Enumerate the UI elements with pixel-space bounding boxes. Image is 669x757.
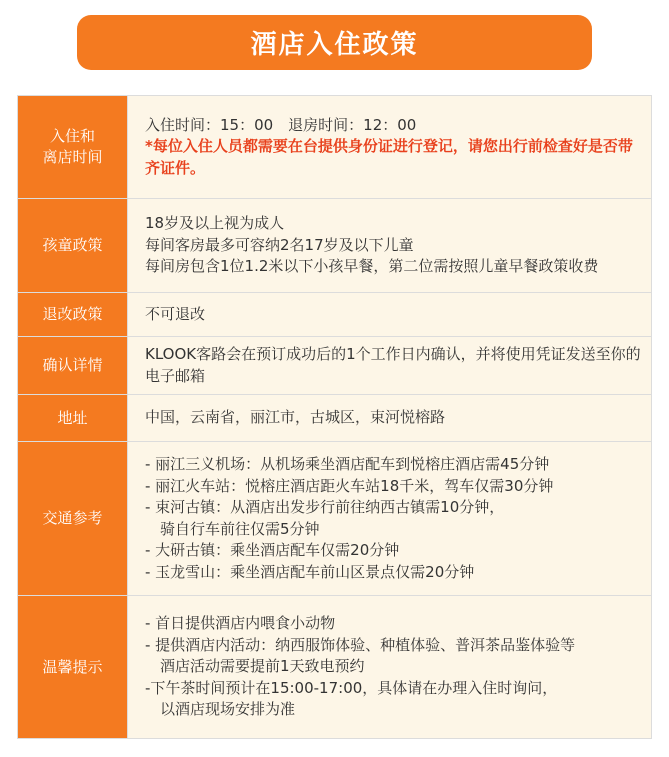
table-row	[18, 442, 652, 596]
list-item: - 丽江三义机场：从机场乘坐酒店配车到悦榕庄酒店需45分钟	[145, 455, 550, 473]
row-content-address	[128, 395, 652, 442]
checkin-times: 入住时间：15：00 退房时间：12：00	[145, 115, 417, 134]
list-item: -下午茶时间预计在15:00-17:00，具体请在办理入住时询问，	[145, 678, 558, 697]
row-label-children: 孩童政策	[18, 199, 128, 293]
list-item: - 大研古镇：乘坐酒店配车仅需20分钟	[145, 541, 400, 559]
list-item: - 丽江火车站：悦榕庄酒店距火车站18千米，驾车仅需30分钟	[145, 476, 554, 495]
row-label-confirm: 确认详情	[18, 337, 128, 395]
checkin-notice: *每位入住人员都需要在台提供身份证进行登记，请您出行前检查好是否带齐证件。	[145, 137, 633, 177]
row-content-confirm	[128, 337, 652, 395]
table-row	[18, 199, 652, 293]
row-content-children	[128, 199, 652, 293]
page-title: 酒店入住政策	[250, 30, 419, 60]
list-item: 以酒店现场安排为准	[145, 700, 296, 719]
refund-text: 不可退改	[145, 304, 206, 323]
list-item: - 提供酒店内活动：纳西服饰体验、种植体验、普洱茶品鉴体验等	[145, 635, 576, 654]
table-row	[18, 596, 652, 739]
table-row	[18, 337, 652, 395]
title-banner	[77, 15, 592, 70]
row-content-transport	[128, 442, 652, 596]
table-row	[18, 395, 652, 442]
list-item: - 束河古镇：从酒店出发步行前往纳西古镇需10分钟，	[145, 498, 505, 516]
row-label-transport: 交通参考	[18, 442, 128, 596]
confirm-text: KLOOK客路会在预订成功后的1个工作日内确认，并将使用凭证发送至你的电子邮箱	[145, 345, 641, 385]
row-label-refund: 退改政策	[18, 293, 128, 337]
row-content-tips	[128, 596, 652, 739]
row-content-checkin	[128, 96, 652, 199]
list-item: 酒店活动需要提前1天致电预约	[145, 657, 365, 676]
table-row	[18, 96, 652, 199]
list-item: 18岁及以上视为成人	[145, 214, 285, 233]
row-label-tips: 温馨提示	[18, 596, 128, 739]
row-content-refund	[128, 293, 652, 337]
list-item: - 玉龙雪山：乘坐酒店配车前山区景点仅需20分钟	[145, 562, 475, 581]
list-item: - 首日提供酒店内喂食小动物	[145, 614, 336, 633]
list-item: 每间房包含1位1.2米以下小孩早餐，第二位需按照儿童早餐政策收费	[145, 257, 599, 276]
list-item: 每间客房最多可容纳2名17岁及以下儿童	[145, 235, 414, 254]
list-item: 骑自行车前往仅需5分钟	[145, 519, 320, 538]
row-label-address: 地址	[18, 395, 128, 442]
address-text: 中国，云南省，丽江市，古城区，束河悦榕路	[145, 408, 446, 427]
policy-table	[17, 95, 652, 739]
table-row	[18, 293, 652, 337]
row-label-checkin: 入住和 离店时间	[18, 96, 128, 199]
